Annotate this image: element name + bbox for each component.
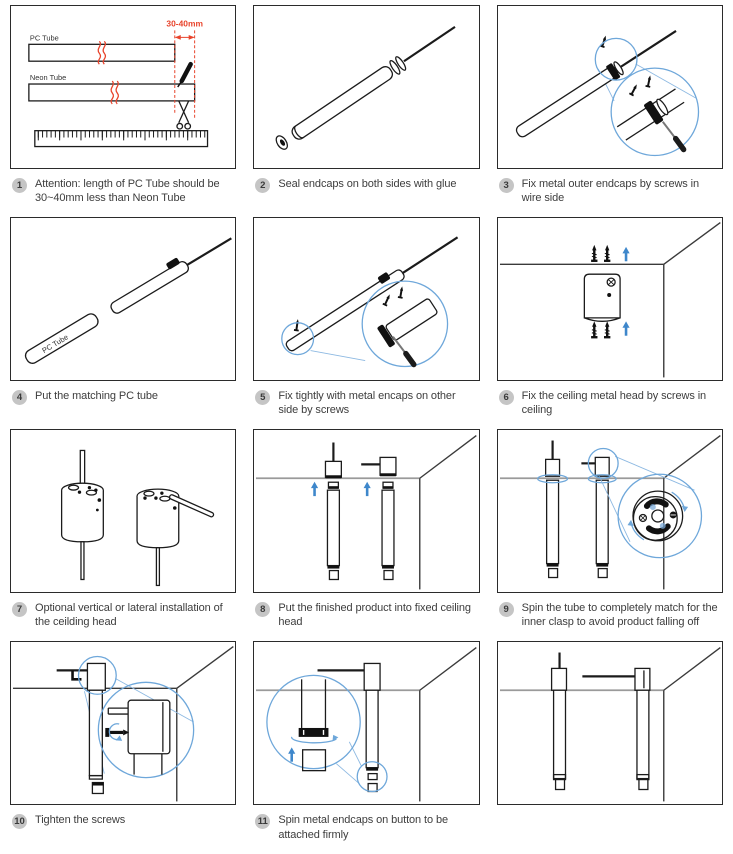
step-caption-text: Fix the ceiling metal head by screws in ceiling bbox=[521, 390, 707, 417]
screwdriver-icon bbox=[393, 337, 414, 365]
final-result-panel bbox=[497, 641, 723, 805]
fixture-lateral-wire bbox=[318, 664, 381, 792]
step-caption-text: Put the finished product into fixed ceiling head bbox=[278, 602, 471, 629]
step-6-panel bbox=[497, 217, 723, 381]
step-7 bbox=[10, 429, 236, 641]
screw-head bbox=[105, 728, 109, 737]
wall-corner-line bbox=[663, 648, 720, 691]
step-5-panel bbox=[253, 217, 479, 381]
arrow-up-icon bbox=[622, 247, 629, 261]
ruler-illustration bbox=[35, 131, 208, 147]
endcap-detail bbox=[615, 86, 686, 144]
arrow-right-icon bbox=[189, 35, 195, 40]
pc-tube-illustration bbox=[23, 312, 100, 366]
ceiling-head bbox=[87, 664, 105, 691]
wall-corner-line bbox=[420, 648, 477, 691]
zoom-connector-line bbox=[350, 742, 362, 766]
hanging-wire bbox=[81, 542, 84, 580]
step-number-badge: 7 bbox=[12, 602, 27, 617]
assembled-tube-illustration bbox=[283, 229, 461, 352]
neon-tube bbox=[382, 490, 394, 565]
bottom-endcap bbox=[368, 784, 377, 792]
step-caption bbox=[253, 593, 479, 641]
ceiling-head bbox=[595, 458, 609, 477]
wire-hook bbox=[73, 671, 82, 680]
bottom-endcap bbox=[639, 780, 648, 790]
step-caption-text: Put the matching PC tube bbox=[35, 390, 158, 403]
lateral-head-illustration bbox=[137, 489, 214, 585]
step-2 bbox=[253, 5, 479, 217]
step-caption bbox=[497, 593, 723, 641]
step-6 bbox=[497, 217, 723, 429]
step-8 bbox=[253, 429, 479, 641]
clasp-slot bbox=[647, 502, 666, 507]
bottom-endcap bbox=[555, 780, 564, 790]
fixture-lateral-wire bbox=[582, 669, 649, 790]
seal-endcaps-diagram bbox=[254, 6, 478, 168]
neon-tube-illustration bbox=[106, 228, 234, 315]
step-number-badge: 6 bbox=[499, 390, 514, 405]
bottom-endcap bbox=[548, 569, 557, 578]
inner-clasp-detail bbox=[627, 491, 688, 541]
step-caption-text: Attention: length of PC Tube should be 30~40mm less than Neon Tube bbox=[35, 178, 220, 205]
screw-icon bbox=[591, 321, 597, 337]
ceiling-head bbox=[365, 664, 381, 691]
ceiling-head bbox=[551, 669, 566, 691]
endcap-spin-detail bbox=[288, 680, 338, 771]
screw-icon bbox=[591, 245, 597, 261]
step-4 bbox=[10, 217, 236, 429]
step-caption-text: Fix metal outer endcaps by screws in wire side bbox=[521, 178, 700, 205]
zoom-detail-circle bbox=[618, 475, 701, 558]
fixture-vertical-wire bbox=[551, 653, 566, 790]
wall-corner-line bbox=[663, 223, 720, 265]
fixture-vertical-wire bbox=[537, 441, 567, 578]
ceiling-head bbox=[326, 462, 342, 478]
step-7-panel bbox=[10, 429, 236, 593]
ceiling-head-detail bbox=[128, 701, 170, 755]
step-4-panel bbox=[10, 217, 236, 381]
spin-endcap-diagram bbox=[254, 642, 478, 804]
insert-product-diagram bbox=[254, 430, 478, 592]
step-number-badge: 5 bbox=[255, 390, 270, 405]
step-8-panel bbox=[253, 429, 479, 593]
step-number-badge: 4 bbox=[12, 390, 27, 405]
step-number-badge: 9 bbox=[499, 602, 514, 617]
neon-tube bbox=[553, 691, 565, 780]
arrow-left-icon bbox=[175, 35, 181, 40]
step-caption bbox=[497, 169, 723, 217]
head-screw-detail bbox=[105, 701, 170, 775]
head-orientation-diagram bbox=[11, 430, 235, 592]
neon-tube-illustration bbox=[290, 20, 460, 142]
screw-icon bbox=[398, 286, 405, 298]
fixture-lateral-wire bbox=[362, 458, 397, 580]
fix-other-endcap-diagram bbox=[254, 218, 478, 380]
neon-tube bbox=[546, 481, 558, 564]
step-3-panel bbox=[497, 5, 723, 169]
screwdriver-icon bbox=[662, 122, 683, 150]
step-caption bbox=[10, 381, 236, 424]
vertical-head-illustration bbox=[62, 451, 104, 580]
step-3 bbox=[497, 5, 723, 217]
step-caption-text: Spin metal endcaps on button to be attached firmly bbox=[278, 814, 448, 841]
pc-tube-matching-diagram bbox=[11, 218, 235, 380]
measurement-label: 30-40mm bbox=[166, 18, 203, 29]
step-9-panel bbox=[497, 429, 723, 593]
neon-tube bbox=[328, 490, 340, 565]
zoom-detail-circle bbox=[267, 676, 360, 769]
power-wire bbox=[403, 238, 458, 274]
finished-installation-diagram bbox=[498, 642, 722, 804]
step-number-badge: 3 bbox=[499, 178, 514, 193]
step-caption bbox=[253, 805, 479, 853]
screw-icon bbox=[604, 245, 610, 261]
neon-tube bbox=[596, 481, 608, 564]
loose-endcap bbox=[274, 134, 290, 151]
ceiling-head bbox=[545, 460, 559, 477]
bottom-endcap bbox=[330, 571, 339, 580]
side-screw bbox=[98, 499, 102, 503]
step-11 bbox=[253, 641, 479, 853]
step-number-badge: 1 bbox=[12, 178, 27, 193]
power-wire bbox=[621, 31, 676, 67]
screw-icon bbox=[294, 319, 300, 331]
bottom-endcap bbox=[598, 569, 607, 578]
screw-icon bbox=[383, 294, 392, 306]
screw-icon bbox=[629, 83, 639, 95]
step-11-panel bbox=[253, 641, 479, 805]
wall-corner-line bbox=[663, 436, 720, 479]
tighten-screws-diagram bbox=[11, 642, 235, 804]
step-caption-text: Seal endcaps on both sides with glue bbox=[278, 178, 457, 190]
scissors-icon bbox=[177, 101, 190, 129]
pc-tube-illustration bbox=[29, 44, 175, 61]
screw-hole bbox=[607, 293, 611, 297]
bottom-endcap bbox=[384, 571, 393, 580]
fix-outer-endcap-diagram bbox=[498, 6, 722, 168]
step-number-badge: 2 bbox=[255, 178, 270, 193]
step-caption bbox=[10, 593, 236, 641]
step-1 bbox=[10, 5, 236, 217]
wall-corner-line bbox=[177, 647, 234, 689]
arrow-up-icon bbox=[364, 482, 371, 496]
rotation-arrow bbox=[292, 737, 337, 743]
pc-tube-label: PC Tube bbox=[40, 332, 70, 356]
arrow-up-icon bbox=[622, 321, 629, 335]
step-caption-text: Spin the tube to completely match for the inner clasp to avoid product falling off bbox=[521, 602, 718, 629]
zoom-connector-line bbox=[615, 457, 694, 491]
step-2-panel bbox=[253, 5, 479, 169]
step-1-panel bbox=[10, 5, 236, 169]
side-screw bbox=[96, 509, 99, 512]
ceiling-head bbox=[635, 669, 650, 691]
power-wire bbox=[404, 27, 455, 61]
step-caption bbox=[497, 381, 723, 429]
neon-tube bbox=[637, 691, 649, 780]
step-caption bbox=[10, 169, 236, 217]
step-number-badge: 8 bbox=[255, 602, 270, 617]
marker-pen-icon bbox=[182, 64, 191, 81]
blue-screw bbox=[659, 523, 665, 529]
step-caption bbox=[253, 169, 479, 212]
neon-tube-label: Neon Tube bbox=[29, 73, 67, 83]
step-caption-text: Tighten the screws bbox=[35, 814, 126, 827]
step-number-badge: 11 bbox=[255, 814, 270, 829]
step-9 bbox=[497, 429, 723, 641]
neon-tube bbox=[366, 691, 378, 768]
wall-corner-line bbox=[420, 436, 477, 479]
step-caption-text: Optional vertical or lateral installation of the ceilding head bbox=[35, 602, 223, 629]
side-screw bbox=[173, 507, 177, 511]
arrow-up-icon bbox=[311, 482, 318, 496]
screw-icon bbox=[604, 321, 610, 337]
zoom-connector-line bbox=[311, 351, 366, 361]
step-10 bbox=[10, 641, 236, 853]
step-5 bbox=[253, 217, 479, 429]
ceiling-head-mounting-diagram bbox=[498, 218, 722, 380]
blue-screw bbox=[650, 504, 656, 510]
step-number-badge: 10 bbox=[12, 814, 27, 829]
step-caption-text: Fix tightly with metal encaps on other side by screws bbox=[278, 390, 456, 417]
step-10-panel bbox=[10, 641, 236, 805]
hanging-wire bbox=[156, 548, 159, 586]
step-caption bbox=[10, 805, 236, 848]
arrow-up-icon bbox=[288, 748, 295, 762]
vertical-rod bbox=[80, 451, 84, 489]
fixture-vertical-wire bbox=[326, 443, 342, 580]
spin-to-lock-diagram bbox=[498, 430, 722, 592]
step-caption bbox=[253, 381, 479, 429]
ceiling-head bbox=[380, 458, 396, 476]
power-wire bbox=[187, 239, 231, 266]
final-result bbox=[497, 641, 723, 853]
zoom-connector-line bbox=[337, 764, 360, 784]
tube-length-measuring-diagram bbox=[11, 6, 235, 168]
pc-tube-label: PC Tube bbox=[29, 33, 59, 43]
screw-icon bbox=[645, 75, 652, 87]
neon-tube bbox=[89, 691, 102, 776]
